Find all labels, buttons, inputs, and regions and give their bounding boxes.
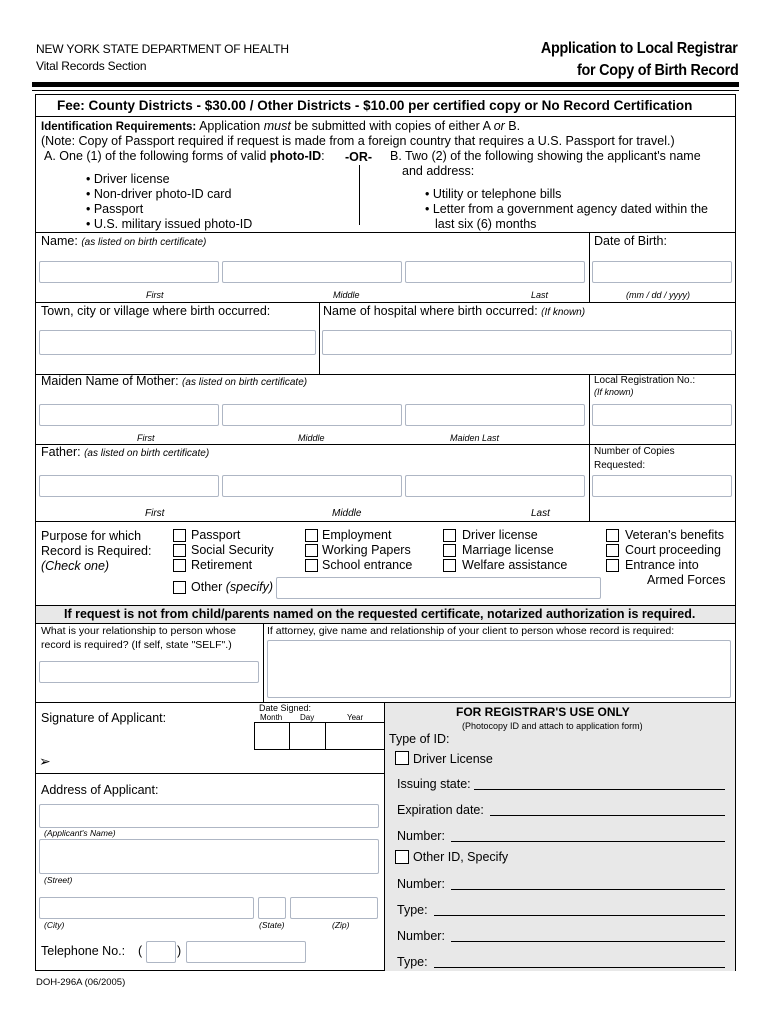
passport-option: Passport bbox=[191, 528, 241, 542]
attorney-label: If attorney, give name and relationship of your client to person whose record is required: bbox=[267, 625, 675, 637]
option-b-item: • Letter from a government agency dated within the bbox=[425, 202, 709, 216]
date-month-field[interactable] bbox=[255, 723, 288, 749]
expiration-line[interactable] bbox=[490, 815, 725, 816]
signature-arrow-icon: ➢ bbox=[39, 753, 51, 769]
middle-caption: Middle bbox=[332, 508, 362, 519]
first-caption: First bbox=[145, 508, 165, 519]
dob-label: Date of Birth: bbox=[594, 234, 667, 248]
address-label: Address of Applicant: bbox=[41, 783, 159, 797]
first-caption: First bbox=[137, 433, 155, 443]
hospital-label: Name of hospital where birth occurred: (If known) bbox=[323, 304, 586, 318]
other-id-checkbox[interactable] bbox=[395, 850, 409, 864]
maiden-last-caption: Maiden Last bbox=[450, 433, 500, 443]
issuing-state-line[interactable] bbox=[474, 789, 725, 790]
copies-field[interactable] bbox=[592, 475, 732, 497]
court-checkbox[interactable] bbox=[606, 544, 619, 557]
option-a-heading: A. One (1) of the following forms of valid photo-ID: bbox=[44, 149, 325, 163]
other-specify-field[interactable] bbox=[276, 577, 601, 599]
type-of-id-label: Type of ID: bbox=[389, 732, 450, 746]
welfare-option: Welfare assistance bbox=[462, 558, 568, 572]
option-a-item: • U.S. military issued photo-ID bbox=[86, 217, 253, 231]
applicant-name-caption: (Applicant's Name) bbox=[44, 828, 116, 838]
dob-field[interactable] bbox=[592, 261, 732, 283]
telephone-label: Telephone No.: bbox=[41, 944, 126, 958]
attorney-field[interactable] bbox=[267, 640, 731, 698]
form-title-line2: for Copy of Birth Record bbox=[576, 62, 738, 79]
header-rule-thin bbox=[32, 90, 739, 91]
name-label: Name: (as listed on birth certificate) bbox=[41, 234, 207, 248]
street-caption: (Street) bbox=[44, 875, 73, 885]
type-line-1[interactable] bbox=[434, 915, 725, 916]
other-id-label: Other ID, Specify bbox=[413, 850, 509, 864]
social-security-checkbox[interactable] bbox=[173, 544, 186, 557]
employment-checkbox[interactable] bbox=[305, 529, 318, 542]
city-field[interactable] bbox=[39, 897, 254, 919]
notarized-notice: If request is not from child/parents named on the requested certificate, notarized authorization is required. bbox=[64, 607, 696, 621]
father-last-field[interactable] bbox=[405, 475, 585, 497]
working-papers-option: Working Papers bbox=[322, 543, 411, 557]
purpose-label-1: Purpose for which bbox=[41, 529, 142, 543]
school-entrance-option: School entrance bbox=[322, 558, 413, 572]
court-option: Court proceeding bbox=[625, 543, 721, 557]
option-b-heading-2: and address: bbox=[402, 164, 475, 178]
first-caption: First bbox=[146, 290, 164, 300]
date-day-field[interactable] bbox=[290, 723, 324, 749]
city-caption: (City) bbox=[44, 920, 65, 930]
option-b-item: last six (6) months bbox=[435, 217, 537, 231]
school-entrance-checkbox[interactable] bbox=[305, 559, 318, 572]
name-first-field[interactable] bbox=[39, 261, 219, 283]
registrar-title: FOR REGISTRAR'S USE ONLY bbox=[456, 705, 630, 719]
number-label-1: Number: bbox=[397, 829, 445, 843]
area-code-open: ( bbox=[138, 944, 143, 958]
retirement-checkbox[interactable] bbox=[173, 559, 186, 572]
number-line-3[interactable] bbox=[451, 941, 725, 942]
local-reg-field[interactable] bbox=[592, 404, 732, 426]
driver-license-id-checkbox[interactable] bbox=[395, 751, 409, 765]
year-caption: Year bbox=[347, 713, 364, 722]
name-middle-field[interactable] bbox=[222, 261, 402, 283]
purpose-label-2: Record is Required: bbox=[41, 544, 152, 558]
zip-field[interactable] bbox=[290, 897, 378, 919]
social-security-option: Social Security bbox=[191, 543, 274, 557]
driver-license-id-label: Driver License bbox=[413, 752, 493, 766]
last-caption: Last bbox=[531, 508, 550, 519]
armed-forces-checkbox[interactable] bbox=[606, 559, 619, 572]
date-signed-label: Date Signed: bbox=[259, 703, 312, 713]
issuing-state-label: Issuing state: bbox=[397, 777, 471, 791]
middle-caption: Middle bbox=[333, 290, 360, 300]
type-label-1: Type: bbox=[397, 903, 428, 917]
option-a-item: • Passport bbox=[86, 202, 144, 216]
armed-forces-option-2: Armed Forces bbox=[647, 573, 726, 587]
name-last-field[interactable] bbox=[405, 261, 585, 283]
middle-caption: Middle bbox=[298, 433, 325, 443]
date-year-field[interactable] bbox=[326, 723, 383, 749]
registrar-subtitle: (Photocopy ID and attach to application form) bbox=[462, 721, 643, 731]
town-field[interactable] bbox=[39, 330, 316, 355]
state-field[interactable] bbox=[258, 897, 286, 919]
form-title-line1: Application to Local Registrar bbox=[541, 40, 738, 57]
day-caption: Day bbox=[300, 713, 315, 722]
employment-option: Employment bbox=[322, 528, 392, 542]
area-code-close: ) bbox=[177, 944, 182, 958]
department-name: NEW YORK STATE DEPARTMENT OF HEALTH bbox=[36, 42, 289, 56]
expiration-label: Expiration date: bbox=[397, 803, 484, 817]
area-code-field[interactable] bbox=[146, 941, 176, 963]
number-label-2: Number: bbox=[397, 877, 445, 891]
copies-label-1: Number of Copies bbox=[594, 446, 675, 457]
local-reg-label: Local Registration No.: bbox=[594, 375, 696, 386]
father-first-field[interactable] bbox=[39, 475, 219, 497]
number-label-3: Number: bbox=[397, 929, 445, 943]
signature-label: Signature of Applicant: bbox=[41, 711, 167, 725]
driver-license-option: Driver license bbox=[462, 528, 538, 542]
other-option: Other (specify) bbox=[191, 580, 273, 594]
zip-caption: (Zip) bbox=[332, 920, 350, 930]
option-a-item: • Non-driver photo-ID card bbox=[86, 187, 232, 201]
applicant-name-field[interactable] bbox=[39, 804, 379, 828]
passport-note: (Note: Copy of Passport required if request is made from a foreign country that requires a U.S. Passport for travel.) bbox=[41, 134, 675, 148]
section-name: Vital Records Section bbox=[36, 59, 147, 73]
type-line-2[interactable] bbox=[434, 967, 725, 968]
retirement-option: Retirement bbox=[191, 558, 253, 572]
telephone-field[interactable] bbox=[186, 941, 306, 963]
relationship-field[interactable] bbox=[39, 661, 259, 683]
mother-middle-field[interactable] bbox=[222, 404, 402, 426]
application-form bbox=[35, 94, 736, 971]
option-b-heading-1: B. Two (2) of the following showing the applicant's name bbox=[390, 149, 701, 163]
purpose-label-3: (Check one) bbox=[41, 559, 110, 573]
copies-label-2: Requested: bbox=[594, 460, 646, 471]
driver-license-checkbox[interactable] bbox=[443, 529, 456, 542]
number-line-2[interactable] bbox=[451, 889, 725, 890]
id-requirements: Identification Requirements: Application must be submitted with copies of either A or B. bbox=[41, 119, 521, 133]
local-reg-hint: (If known) bbox=[594, 387, 634, 397]
form-number: DOH-296A (06/2005) bbox=[36, 977, 126, 988]
veterans-checkbox[interactable] bbox=[606, 529, 619, 542]
last-caption: Last bbox=[531, 290, 549, 300]
marriage-license-option: Marriage license bbox=[462, 543, 554, 557]
welfare-checkbox[interactable] bbox=[443, 559, 456, 572]
header-rule bbox=[32, 82, 739, 87]
armed-forces-option-1: Entrance into bbox=[625, 558, 699, 572]
father-label: Father: (as listed on birth certificate) bbox=[41, 445, 210, 459]
other-checkbox[interactable] bbox=[173, 581, 186, 594]
working-papers-checkbox[interactable] bbox=[305, 544, 318, 557]
or-separator: -OR- bbox=[345, 150, 373, 164]
option-a-item: • Driver license bbox=[86, 172, 170, 186]
option-b-item: • Utility or telephone bills bbox=[425, 187, 562, 201]
fee-text: Fee: County Districts - $30.00 / Other Districts - $10.00 per certified copy or No Record Certification bbox=[57, 98, 693, 113]
mother-label: Maiden Name of Mother: (as listed on birth certificate) bbox=[41, 374, 308, 388]
state-caption: (State) bbox=[259, 920, 285, 930]
mother-maiden-last-field[interactable] bbox=[405, 404, 585, 426]
father-middle-field[interactable] bbox=[222, 475, 402, 497]
number-line-1[interactable] bbox=[451, 841, 725, 842]
month-caption: Month bbox=[260, 713, 283, 722]
marriage-license-checkbox[interactable] bbox=[443, 544, 456, 557]
hospital-field[interactable] bbox=[322, 330, 732, 355]
town-label: Town, city or village where birth occurred: bbox=[41, 304, 271, 318]
passport-checkbox[interactable] bbox=[173, 529, 186, 542]
dob-format-caption: (mm / dd / yyyy) bbox=[626, 290, 691, 300]
street-field[interactable] bbox=[39, 839, 379, 874]
relationship-label-2: record is required? (If self, state "SELF".) bbox=[41, 639, 232, 651]
mother-first-field[interactable] bbox=[39, 404, 219, 426]
type-label-2: Type: bbox=[397, 955, 428, 969]
veterans-option: Veteran's benefits bbox=[625, 528, 724, 542]
relationship-label-1: What is your relationship to person whose bbox=[41, 625, 236, 637]
